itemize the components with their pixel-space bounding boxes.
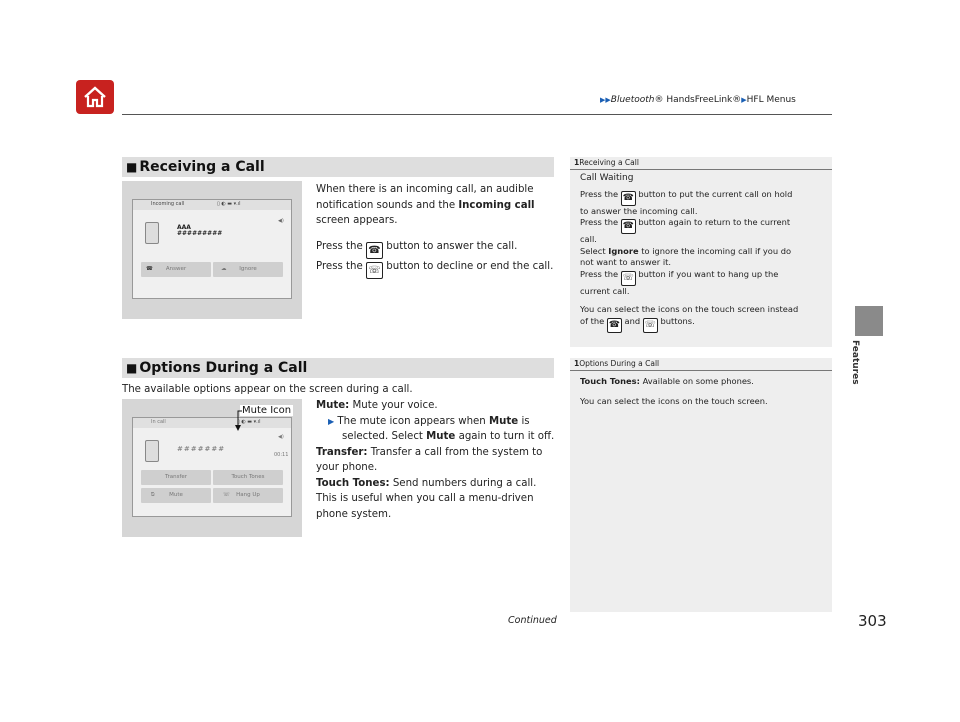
- continued-label: Continued: [508, 615, 557, 626]
- call-timer: 00:11: [274, 452, 289, 458]
- breadcrumb: [600, 95, 796, 105]
- mute-screen-button[interactable]: ⍉ Mute: [141, 488, 211, 503]
- caller-name: AAA: [177, 224, 191, 231]
- arrow-icon: ▶: [741, 96, 747, 104]
- home-icon: [82, 84, 108, 110]
- mute-status-icon: ▯ ◐ ▬ ▾.ıl: [237, 419, 261, 425]
- caller-number: #########: [177, 230, 223, 237]
- note-body: Touch Tones: Available on some phones. You can select the icons on the touch screen.: [580, 376, 768, 406]
- ignore-screen-button[interactable]: ☁ Ignore: [213, 262, 283, 277]
- note-title: Receiving a Call: [579, 158, 639, 167]
- device-screen: [132, 417, 292, 517]
- device-screen: [132, 199, 292, 299]
- pick-up-icon: ☎: [621, 219, 636, 234]
- section-title-receiving: ■ Receiving a Call: [122, 157, 554, 177]
- pick-up-icon: ☎: [366, 242, 383, 259]
- transfer-screen-button[interactable]: Transfer: [141, 470, 211, 485]
- note-body: Call Waiting Press the ☎ button to put the current call on hold to answer the incoming call. Press the ☎ button again to return to the current call. Select Ignore to ignore the incoming call if you do not want to answer it. Press the ☏ button if you want to hang up the current call. You can select the icons on the touch screen instead of the ☎ and ☏ buttons.: [570, 170, 832, 333]
- home-button[interactable]: [76, 80, 114, 114]
- hang-up-icon: ☏: [621, 271, 636, 286]
- phone-icon: [145, 440, 159, 462]
- hang-up-icon: ☏: [223, 492, 230, 498]
- arrow-icon: ▶▶: [600, 96, 611, 104]
- note-title: Options During a Call: [579, 359, 660, 368]
- in-call-screenshot: [122, 399, 302, 537]
- page-number: 303: [858, 612, 887, 630]
- arrow-icon: ▶: [328, 416, 335, 426]
- answer-screen-button[interactable]: ☎ Answer: [141, 262, 211, 277]
- hang-up-screen-button[interactable]: ☏ Hang Up: [213, 488, 283, 503]
- hang-up-icon: ☏: [643, 318, 658, 333]
- callout-arrow-icon: [232, 409, 248, 433]
- call-number: #######: [177, 445, 226, 453]
- chapter-tab-label: Features: [850, 340, 860, 385]
- note-reference-icon: 1: [574, 359, 580, 368]
- breadcrumb-hfl[interactable]: ® HandsFreeLink®: [654, 95, 742, 105]
- pick-up-icon: ☎: [607, 318, 622, 333]
- hang-up-icon: ☏: [366, 262, 383, 279]
- options-intro: The available options appear on the screen during a call.: [122, 384, 413, 395]
- breadcrumb-bluetooth[interactable]: Bluetooth: [610, 95, 655, 105]
- square-bullet-icon: ■: [126, 361, 138, 375]
- touch-tones-screen-button[interactable]: Touch Tones: [213, 470, 283, 485]
- screen-header: In call: [151, 419, 166, 425]
- square-bullet-icon: ■: [126, 160, 138, 174]
- receiving-call-note: [570, 157, 832, 347]
- note-reference-icon: 1: [574, 158, 580, 167]
- incoming-call-screenshot: [122, 181, 302, 319]
- answer-phone-icon: ☎: [146, 266, 153, 272]
- receiving-description: When there is an incoming call, an audible notification sounds and the Incoming call screen appears. Press the ☎ button to answer the call. Press the ☏ button to decline or end the call.: [316, 182, 556, 279]
- status-icons: ▯ ◐ ▬ ▾.ıl: [217, 201, 241, 207]
- options-description: Mute: Mute your voice. ▶ The mute icon appears when Mute is selected. Select Mute again to turn it off. Transfer: Transfer a call from the system to your phone. Touch Tones: Send numbers during a call. This is useful when you call a menu-driven phone system.: [316, 400, 555, 520]
- mute-mic-icon: ⍉: [151, 492, 155, 498]
- ignore-icon: ☁: [221, 266, 227, 272]
- volume-icon: ◀): [278, 434, 284, 440]
- pick-up-icon: ☎: [621, 191, 636, 206]
- breadcrumb-menus[interactable]: HFL Menus: [746, 95, 796, 105]
- phone-icon: [145, 222, 159, 244]
- mute-icon-callout: Mute Icon: [242, 405, 292, 416]
- header-divider: [122, 114, 832, 115]
- section-title-options: ■ Options During a Call: [122, 358, 554, 378]
- volume-icon: ◀): [278, 218, 284, 224]
- chapter-tab-marker: [855, 306, 883, 336]
- screen-header: Incoming call: [151, 201, 185, 207]
- options-call-note: [570, 358, 832, 612]
